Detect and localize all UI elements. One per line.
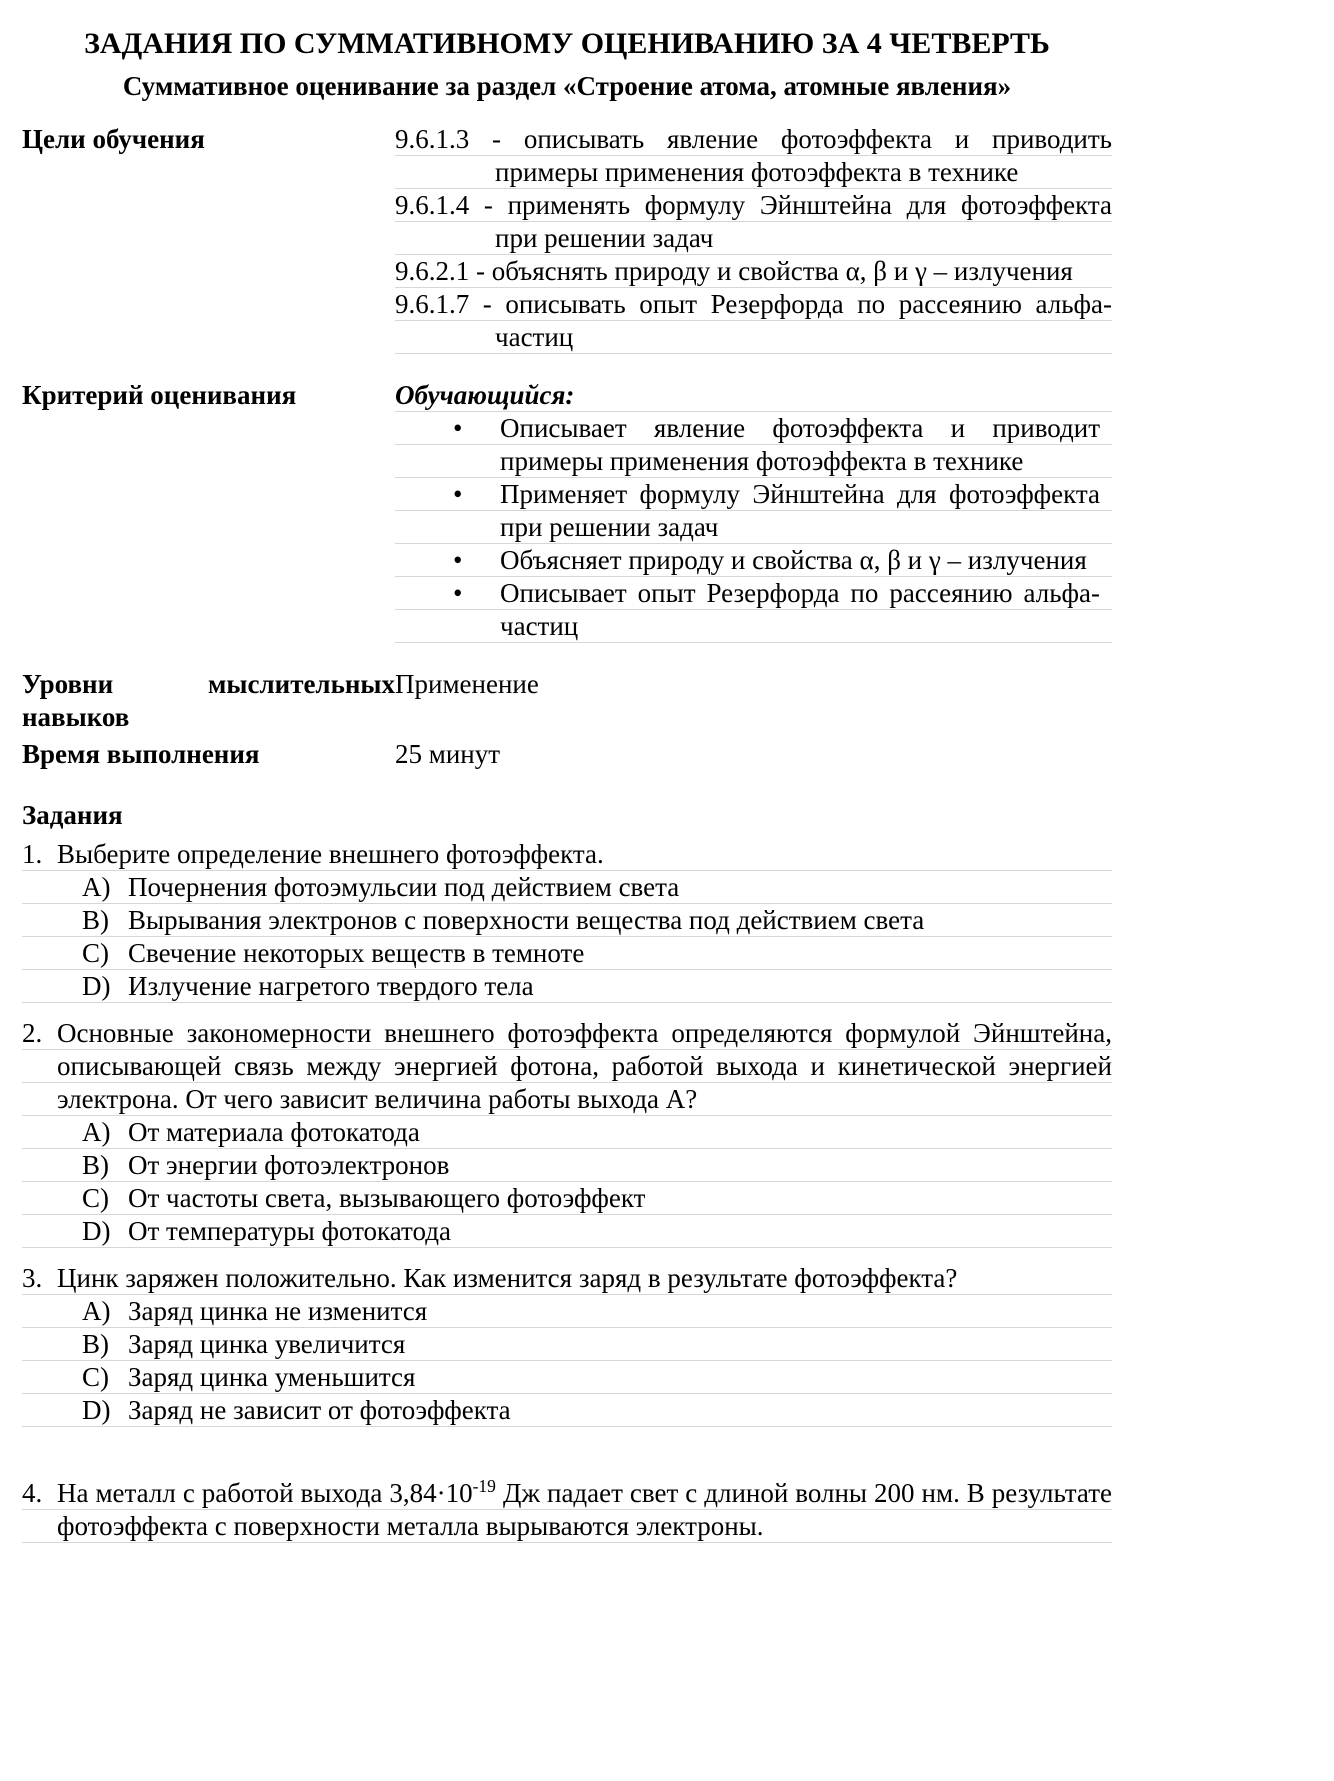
task-question-text: Цинк заряжен положительно. Как изменится заряд в результате фотоэффекта? [57, 1263, 958, 1293]
option-letter: A) [82, 872, 111, 902]
option-letter: D) [82, 971, 111, 1001]
task-3 [22, 1262, 1112, 1427]
task-question-text-part1: На металл с работой выхода 3,84·10 [57, 1478, 473, 1508]
criteria-item: • Объясняет природу и свойства α, β и γ – излучения [395, 544, 1112, 577]
document-subtitle: Суммативное оценивание за раздел «Строение атома, атомные явления» [122, 71, 1012, 101]
option-row [22, 937, 1112, 970]
task-options [22, 871, 1112, 1003]
criteria-item: • Описывает опыт Резерфорда по рассеянию альфа-частиц [395, 577, 1112, 643]
option-row [22, 871, 1112, 904]
levels-label: Уровни мыслительных навыков [22, 669, 395, 732]
task-number: 3. [22, 1263, 43, 1293]
option-letter: A) [82, 1117, 111, 1147]
option-letter: C) [82, 938, 109, 968]
option-text: Свечение некоторых веществ в темноте [128, 938, 585, 968]
task-question [22, 1017, 1112, 1116]
option-text: От частоты света, вызывающего фотоэффект [128, 1183, 646, 1213]
option-row [22, 904, 1112, 937]
option-row [22, 1394, 1112, 1427]
document-title: ЗАДАНИЯ ПО СУММАТИВНОМУ ОЦЕНИВАНИЮ ЗА 4 ЧЕТВЕРТЬ [84, 27, 1050, 60]
objective-item: 9.6.1.7 - описывать опыт Резерфорда по рассеянию альфа-частиц [395, 289, 1112, 352]
option-letter: C) [82, 1183, 109, 1213]
criteria-heading: Обучающийся: [395, 380, 575, 410]
option-text: Вырывания электронов с поверхности вещества под действием света [128, 905, 925, 935]
levels-row [22, 668, 1112, 734]
option-letter: B) [82, 1329, 109, 1359]
option-letter: D) [82, 1216, 111, 1246]
criteria-item: • Описывает явление фотоэффекта и приводит примеры применения фотоэффекта в технике [395, 412, 1112, 478]
objectives-label: Цели обучения [22, 124, 205, 154]
option-text: Заряд цинка не изменится [128, 1296, 428, 1326]
task-2 [22, 1017, 1112, 1248]
exponent: -19 [472, 1476, 496, 1496]
task-number: 1. [22, 839, 43, 869]
tasks-heading: Задания [22, 800, 123, 830]
option-text: Заряд цинка увеличится [128, 1329, 406, 1359]
option-letter: D) [82, 1395, 111, 1425]
task-question-text: Выберите определение внешнего фотоэффекта. [57, 839, 604, 869]
option-row [22, 1328, 1112, 1361]
option-text: Заряд цинка уменьшится [128, 1362, 416, 1392]
option-row [22, 970, 1112, 1003]
objective-item: 9.6.2.1 - объяснять природу и свойства α, β и γ – излучения [395, 256, 1073, 286]
option-row [22, 1215, 1112, 1248]
criteria-list [395, 412, 1112, 643]
task-question-text: Основные закономерности внешнего фотоэффекта определяются формулой Эйнштейна, описывающей связь между энергией фотона, работой выхода и кинетической энергией электрона. От чего зависит величина работы выхода А? [57, 1018, 1112, 1114]
option-row [22, 1149, 1112, 1182]
objectives-list [395, 123, 1112, 354]
time-label: Время выполнения [22, 739, 260, 769]
option-letter: B) [82, 1150, 109, 1180]
task-1 [22, 838, 1112, 1003]
option-letter: B) [82, 905, 109, 935]
option-text: От материала фотокатода [128, 1117, 420, 1147]
task-question [22, 1477, 1112, 1543]
task-number: 2. [22, 1018, 43, 1048]
criteria-row [22, 379, 1112, 643]
option-letter: A) [82, 1296, 111, 1326]
levels-value: Применение [395, 669, 539, 699]
objective-item: 9.6.1.3 - описывать явление фотоэффекта и приводить примеры применения фотоэффекта в технике [395, 124, 1112, 187]
option-row [22, 1116, 1112, 1149]
task-question-text-part2: Дж падает свет с длиной волны 200 нм. В результате фотоэффекта с поверхности металла вырываются электроны. [57, 1478, 1112, 1541]
option-row [22, 1182, 1112, 1215]
option-text: От температуры фотокатода [128, 1216, 451, 1246]
task-4 [22, 1477, 1112, 1543]
task-question [22, 1262, 1112, 1295]
task-question [22, 838, 1112, 871]
criteria-item: • Применяет формулу Эйнштейна для фотоэффекта при решении задач [395, 478, 1112, 544]
option-text: Заряд не зависит от фотоэффекта [128, 1395, 511, 1425]
criteria-label: Критерий оценивания [22, 380, 297, 410]
time-row [22, 738, 1112, 771]
criteria-content [395, 379, 1112, 643]
task-options [22, 1295, 1112, 1427]
option-text: Излучение нагретого твердого тела [128, 971, 534, 1001]
option-text: Почернения фотоэмульсии под действием света [128, 872, 680, 902]
task-options [22, 1116, 1112, 1248]
option-text: От энергии фотоэлектронов [128, 1150, 450, 1180]
option-row [22, 1361, 1112, 1394]
objective-item: 9.6.1.4 - применять формулу Эйнштейна для фотоэффекта при решении задач [395, 190, 1112, 253]
time-value: 25 минут [395, 739, 501, 769]
objectives-row [22, 123, 1112, 354]
option-letter: C) [82, 1362, 109, 1392]
task-number: 4. [22, 1478, 43, 1508]
option-row [22, 1295, 1112, 1328]
